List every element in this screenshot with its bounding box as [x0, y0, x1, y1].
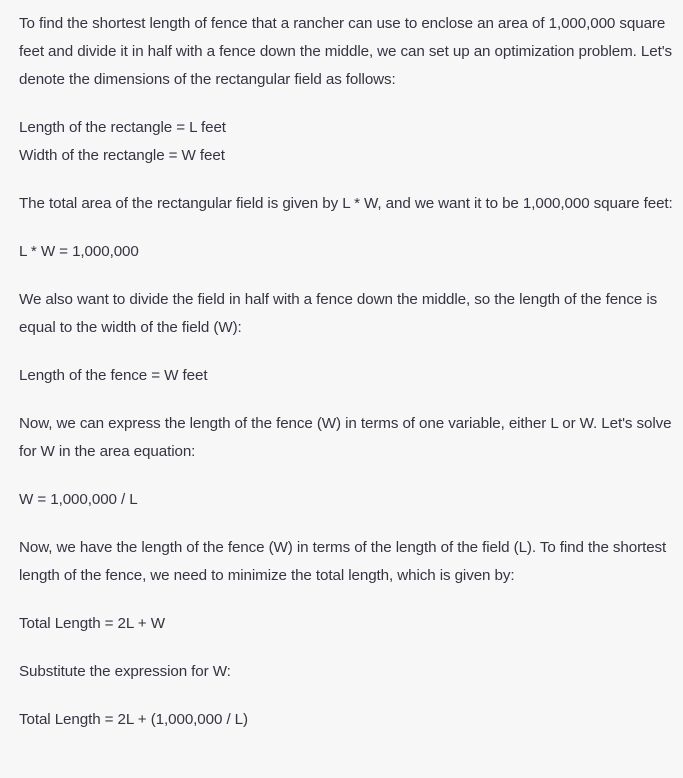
intro-paragraph: To find the shortest length of fence that a rancher can use to enclose an area of 1,000,000 square feet and divide it in half with a fence down the middle, we can set up an optimization problem. Let's denote the dimensions of the rectangular field as follows:: [19, 15, 672, 88]
area-paragraph: The total area of the rectangular field is given by L * W, and we want it to be 1,000,000 square feet:: [19, 195, 673, 212]
width-equation: W = 1,000,000 / L: [19, 491, 138, 508]
area-equation: L * W = 1,000,000: [19, 243, 139, 260]
length-definition: Length of the rectangle = L feet: [19, 119, 226, 136]
divide-paragraph: We also want to divide the field in half with a fence down the middle, so the length of the fence is equal to the width of the field (W):: [19, 291, 658, 336]
width-definition: Width of the rectangle = W feet: [19, 147, 225, 164]
express-paragraph: Now, we can express the length of the fence (W) in terms of one variable, either L or W. Let's solve for W in the area equation:: [19, 415, 672, 460]
fence-length-equation: Length of the fence = W feet: [19, 367, 208, 384]
minimize-paragraph: Now, we have the length of the fence (W) in terms of the length of the field (L). To find the shortest length of the fence, we need to minimize the total length, which is given by:: [19, 539, 667, 584]
total-length-equation: Total Length = 2L + W: [19, 615, 165, 632]
substituted-equation: Total Length = 2L + (1,000,000 / L): [19, 711, 248, 728]
substitute-paragraph: Substitute the expression for W:: [19, 663, 231, 680]
